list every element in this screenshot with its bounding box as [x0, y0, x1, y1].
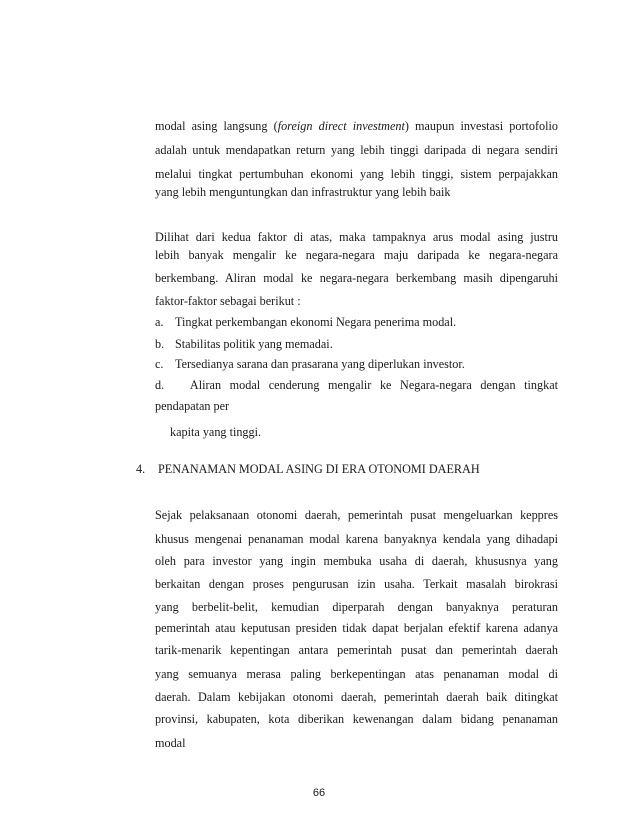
list-continuation: pendapatan per	[155, 399, 230, 413]
list-marker: c.	[155, 357, 164, 371]
text-run: modal asing langsung (	[155, 119, 278, 133]
paragraph1-line	[155, 118, 558, 134]
list-text: Stabilitas politik yang memadai.	[175, 337, 333, 351]
list-item	[155, 314, 456, 330]
paragraph3-line: khusus mengenai penanaman modal karena banyaknya kendala yang dihadapi	[155, 532, 558, 546]
list-marker: a.	[155, 315, 164, 329]
paragraph3-line: yang berbelit-belit, kemudian diperparah dengan banyaknya peraturan	[155, 600, 558, 614]
paragraph2-line: lebih banyak mengalir ke negara-negara maju daripada ke negara-negara	[155, 248, 558, 262]
paragraph1-line: yang lebih menguntungkan dan infrastruktur yang lebih baik	[155, 185, 451, 199]
list-continuation: kapita yang tinggi.	[170, 425, 262, 439]
section-heading	[136, 461, 480, 477]
list-item	[155, 336, 333, 352]
list-item	[155, 356, 465, 372]
paragraph3-line: oleh para investor yang ingin membuka usaha di daerah, khususnya yang	[155, 554, 558, 568]
paragraph2-line: faktor-faktor sebagai berikut :	[155, 294, 301, 308]
list-text: Aliran modal cenderung mengalir ke Negara-negara dengan tingkat	[189, 378, 558, 392]
paragraph3-line: daerah. Dalam kebijakan otonomi daerah, pemerintah daerah baik ditingkat	[155, 690, 558, 704]
paragraph3-line: pemerintah atau keputusan presiden tidak dapat berjalan efektif karena adanya	[155, 621, 558, 635]
section-number: 4.	[136, 462, 146, 476]
paragraph2-line: Dilihat dari kedua faktor di atas, maka tampaknya arus modal asing justru	[155, 230, 558, 244]
paragraph3-line: modal	[155, 736, 186, 750]
list-marker: b.	[155, 337, 165, 351]
page-number: 66	[312, 787, 326, 799]
paragraph2-line: berkembang. Aliran modal ke negara-negara berkembang masih dipengaruhi	[155, 271, 558, 285]
paragraph3-line: berkaitan dengan proses pengurusan izin usaha. Terkait masalah birokrasi	[155, 577, 558, 591]
paragraph1-line: melalui tingkat pertumbuhan ekonomi yang lebih tinggi, sistem perpajakkan	[155, 167, 558, 181]
paragraph1-line: adalah untuk mendapatkan return yang lebih tinggi daripada di negara sendiri	[155, 143, 558, 157]
list-marker: d.	[155, 378, 165, 392]
paragraph3-line: provinsi, kabupaten, kota diberikan kewenangan dalam bidang penanaman	[155, 712, 558, 726]
list-item	[155, 377, 558, 393]
list-text: Tingkat perkembangan ekonomi Negara penerima modal.	[175, 315, 457, 329]
paragraph3-line: Sejak pelaksanaan otonomi daerah, pemerintah pusat mengeluarkan keppres	[155, 508, 558, 522]
italic-term: foreign direct investment	[277, 119, 405, 133]
paragraph3-line: tarik-menarik kepentingan antara pemerintah pusat dan pemerintah daerah	[155, 643, 558, 657]
paragraph3-line: yang semuanya merasa paling berkepentingan atas penanaman modal di	[155, 667, 558, 681]
section-title: PENANAMAN MODAL ASING DI ERA OTONOMI DAERAH	[158, 462, 480, 476]
text-run: ) maupun investasi portofolio	[404, 119, 558, 133]
list-text: Tersedianya sarana dan prasarana yang diperlukan investor.	[175, 357, 465, 371]
